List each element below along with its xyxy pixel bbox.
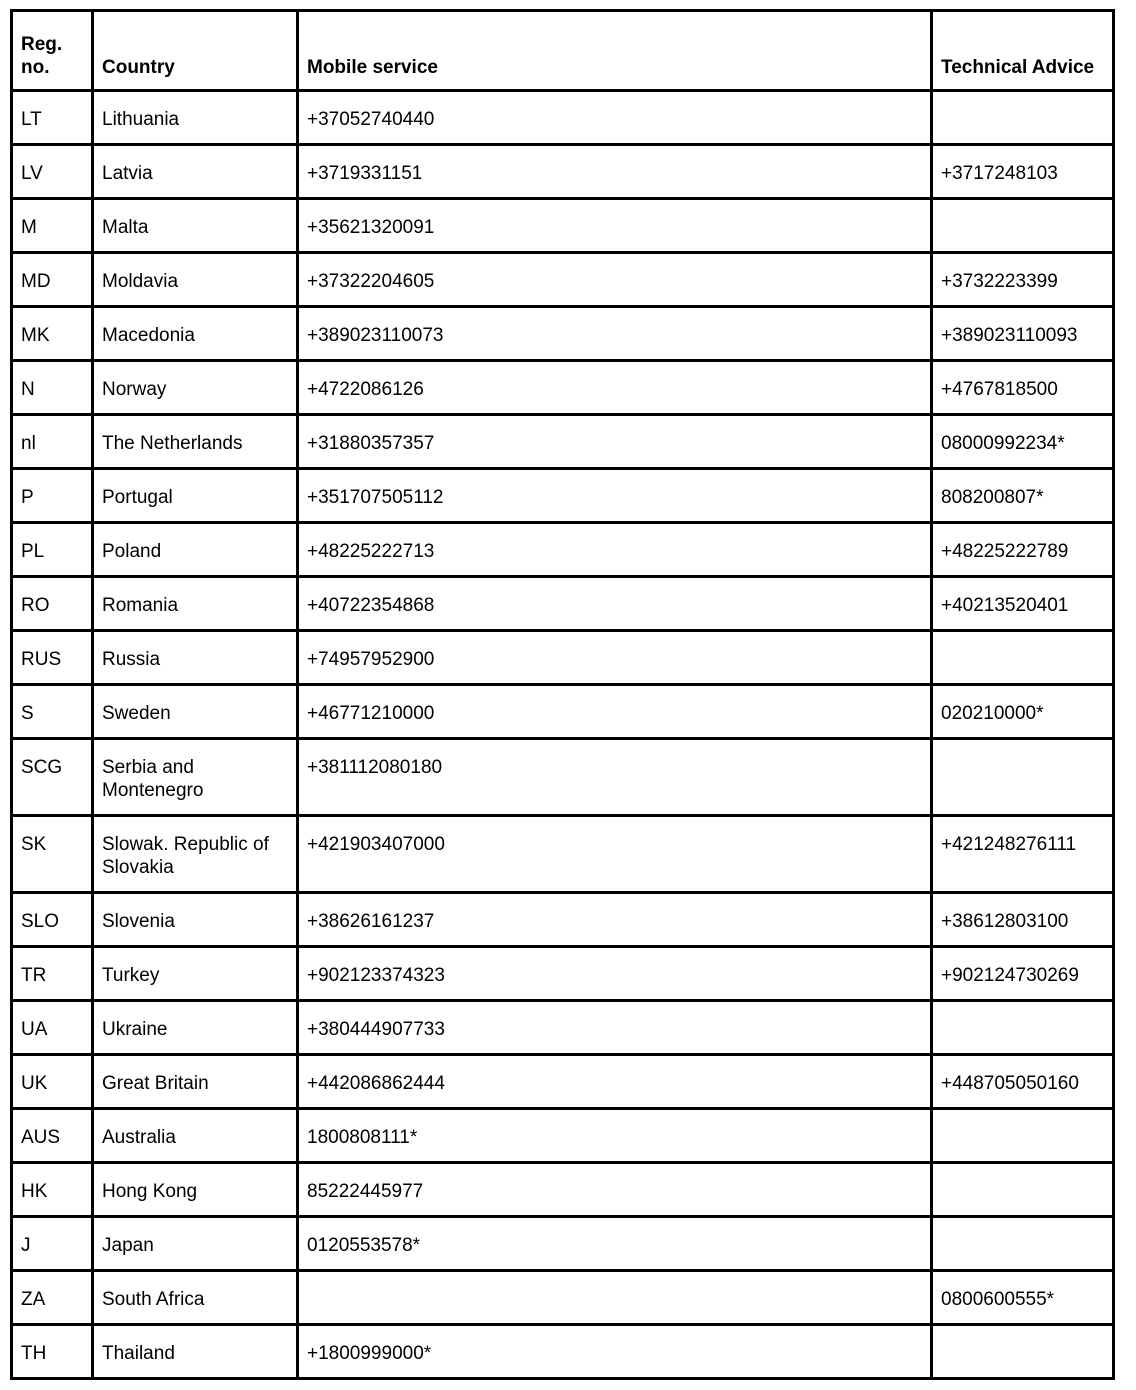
country-cell: Japan — [93, 1217, 298, 1271]
table-row — [12, 307, 1114, 361]
table-row — [12, 1271, 1114, 1325]
table-row — [12, 469, 1114, 523]
table-row — [12, 685, 1114, 739]
mobile-service-cell: +351707505112 — [298, 469, 932, 523]
country-cell: Hong Kong — [93, 1163, 298, 1217]
technical-advice-cell: +421248276111 — [932, 816, 1114, 893]
reg-no-cell: HK — [12, 1163, 93, 1217]
technical-advice-cell: +3717248103 — [932, 145, 1114, 199]
reg-no-cell: N — [12, 361, 93, 415]
table-row — [12, 199, 1114, 253]
mobile-service-cell: +381112080180 — [298, 739, 932, 816]
reg-no-cell: nl — [12, 415, 93, 469]
country-cell: The Netherlands — [93, 415, 298, 469]
table-row — [12, 1217, 1114, 1271]
reg-no-cell: PL — [12, 523, 93, 577]
country-cell: Norway — [93, 361, 298, 415]
mobile-service-cell: +74957952900 — [298, 631, 932, 685]
technical-advice-cell — [932, 1163, 1114, 1217]
reg-no-cell: P — [12, 469, 93, 523]
mobile-service-cell: +1800999000* — [298, 1325, 932, 1379]
country-cell: Slowak. Republic of Slovakia — [93, 816, 298, 893]
technical-advice-cell: +3732223399 — [932, 253, 1114, 307]
technical-advice-cell — [932, 1109, 1114, 1163]
mobile-service-cell: +380444907733 — [298, 1001, 932, 1055]
technical-advice-cell: +4767818500 — [932, 361, 1114, 415]
mobile-service-cell: 0120553578* — [298, 1217, 932, 1271]
mobile-service-cell: +31880357357 — [298, 415, 932, 469]
column-header-country: Country — [93, 11, 298, 91]
table-row — [12, 1055, 1114, 1109]
reg-no-cell: LT — [12, 91, 93, 145]
reg-no-cell: AUS — [12, 1109, 93, 1163]
reg-no-cell: ZA — [12, 1271, 93, 1325]
reg-no-cell: RUS — [12, 631, 93, 685]
reg-no-cell: TR — [12, 947, 93, 1001]
mobile-service-cell: +4722086126 — [298, 361, 932, 415]
technical-advice-cell: +448705050160 — [932, 1055, 1114, 1109]
country-cell: Malta — [93, 199, 298, 253]
technical-advice-cell: 0800600555* — [932, 1271, 1114, 1325]
column-header-technical-advice: Technical Advice — [932, 11, 1114, 91]
country-cell: Australia — [93, 1109, 298, 1163]
reg-no-cell: SK — [12, 816, 93, 893]
table-row — [12, 893, 1114, 947]
reg-no-cell: RO — [12, 577, 93, 631]
mobile-service-cell: +46771210000 — [298, 685, 932, 739]
country-cell: Romania — [93, 577, 298, 631]
header-row — [12, 11, 1114, 91]
reg-no-cell: UA — [12, 1001, 93, 1055]
country-cell: Macedonia — [93, 307, 298, 361]
mobile-service-cell: 1800808111* — [298, 1109, 932, 1163]
country-cell: Turkey — [93, 947, 298, 1001]
table-row — [12, 631, 1114, 685]
reg-no-cell: LV — [12, 145, 93, 199]
table-row — [12, 361, 1114, 415]
technical-advice-cell — [932, 739, 1114, 816]
country-cell: Lithuania — [93, 91, 298, 145]
country-cell: Russia — [93, 631, 298, 685]
reg-no-cell: TH — [12, 1325, 93, 1379]
mobile-service-cell: +3719331151 — [298, 145, 932, 199]
country-cell: Moldavia — [93, 253, 298, 307]
technical-advice-cell: 08000992234* — [932, 415, 1114, 469]
reg-no-cell: MD — [12, 253, 93, 307]
technical-advice-cell: +40213520401 — [932, 577, 1114, 631]
table-row — [12, 816, 1114, 893]
technical-advice-cell: 808200807* — [932, 469, 1114, 523]
table-row — [12, 1001, 1114, 1055]
mobile-service-cell: +38626161237 — [298, 893, 932, 947]
technical-advice-cell: +902124730269 — [932, 947, 1114, 1001]
mobile-service-cell: +442086862444 — [298, 1055, 932, 1109]
table-row — [12, 91, 1114, 145]
table-row — [12, 145, 1114, 199]
technical-advice-cell: 020210000* — [932, 685, 1114, 739]
reg-no-cell: SLO — [12, 893, 93, 947]
column-header-mobile-service: Mobile service — [298, 11, 932, 91]
table-row — [12, 1163, 1114, 1217]
table-row — [12, 1109, 1114, 1163]
technical-advice-cell — [932, 1217, 1114, 1271]
technical-advice-cell: +38612803100 — [932, 893, 1114, 947]
reg-no-cell: SCG — [12, 739, 93, 816]
column-header-reg-no: Reg. no. — [12, 11, 93, 91]
country-cell: Latvia — [93, 145, 298, 199]
mobile-service-cell: +48225222713 — [298, 523, 932, 577]
mobile-service-cell: +902123374323 — [298, 947, 932, 1001]
table-row — [12, 739, 1114, 816]
reg-no-cell: M — [12, 199, 93, 253]
technical-advice-cell — [932, 1325, 1114, 1379]
mobile-service-cell: +389023110073 — [298, 307, 932, 361]
country-cell: Great Britain — [93, 1055, 298, 1109]
table-row — [12, 415, 1114, 469]
mobile-service-cell — [298, 1271, 932, 1325]
technical-advice-cell: +48225222789 — [932, 523, 1114, 577]
mobile-service-cell: 85222445977 — [298, 1163, 932, 1217]
reg-no-cell: J — [12, 1217, 93, 1271]
reg-no-cell: UK — [12, 1055, 93, 1109]
table-row — [12, 947, 1114, 1001]
country-cell: Poland — [93, 523, 298, 577]
technical-advice-cell — [932, 199, 1114, 253]
country-cell: Serbia and Montenegro — [93, 739, 298, 816]
country-cell: Sweden — [93, 685, 298, 739]
mobile-service-cell: +421903407000 — [298, 816, 932, 893]
reg-no-cell: MK — [12, 307, 93, 361]
technical-advice-cell — [932, 91, 1114, 145]
country-cell: Slovenia — [93, 893, 298, 947]
mobile-service-cell: +40722354868 — [298, 577, 932, 631]
service-contacts-table — [10, 9, 1115, 1380]
reg-no-cell: S — [12, 685, 93, 739]
technical-advice-cell: +389023110093 — [932, 307, 1114, 361]
country-cell: Portugal — [93, 469, 298, 523]
table-row — [12, 523, 1114, 577]
mobile-service-cell: +37052740440 — [298, 91, 932, 145]
technical-advice-cell — [932, 631, 1114, 685]
table-row — [12, 1325, 1114, 1379]
country-cell: Thailand — [93, 1325, 298, 1379]
table-row — [12, 253, 1114, 307]
mobile-service-cell: +37322204605 — [298, 253, 932, 307]
table-row — [12, 577, 1114, 631]
country-cell: Ukraine — [93, 1001, 298, 1055]
technical-advice-cell — [932, 1001, 1114, 1055]
country-cell: South Africa — [93, 1271, 298, 1325]
mobile-service-cell: +35621320091 — [298, 199, 932, 253]
